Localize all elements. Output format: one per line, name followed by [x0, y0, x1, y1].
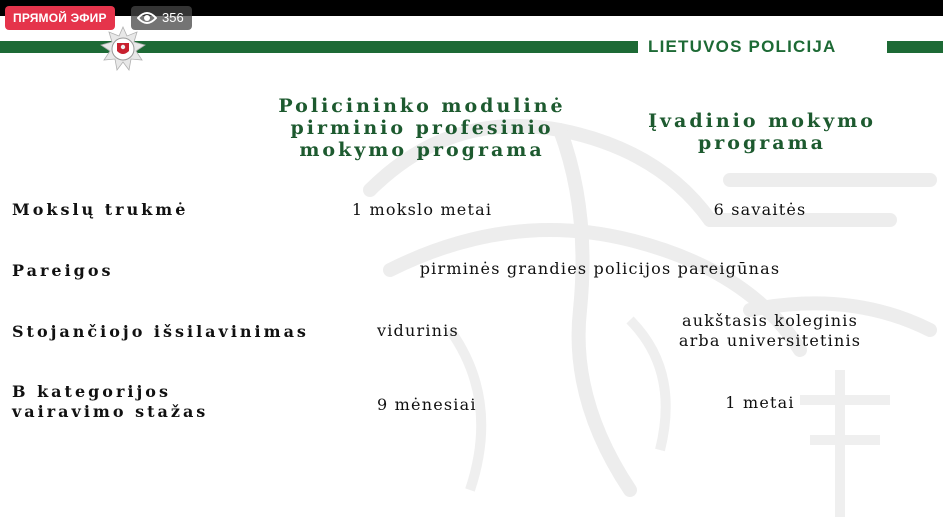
column-heading-line: Įvadinio mokymo	[648, 110, 876, 132]
cell-line: vidurinis	[377, 321, 459, 340]
cell-line: 9 mėnesiai	[377, 395, 477, 414]
column-heading-intro-program	[622, 110, 902, 154]
cell-duration-modular	[322, 200, 522, 220]
eye-icon	[137, 11, 157, 25]
row-label-line: vairavimo stažas	[12, 402, 209, 421]
cell-education-modular	[330, 321, 507, 341]
cell-driving-modular	[330, 395, 557, 415]
header-green-line	[0, 41, 638, 53]
row-label-education	[12, 322, 309, 342]
cell-duties-span	[360, 259, 840, 279]
row-label-line: Mokslų trukmė	[12, 200, 189, 219]
row-label-driving-experience	[12, 382, 208, 422]
column-heading-modular-program	[262, 95, 582, 161]
cell-line: 1 mokslo metai	[351, 200, 493, 219]
row-label-duties	[12, 261, 114, 281]
live-label: ПРЯМОЙ ЭФИР	[13, 11, 107, 25]
column-heading-line: mokymo programa	[299, 139, 545, 161]
row-label-line: Pareigos	[12, 261, 114, 280]
cell-education-intro	[650, 311, 890, 351]
row-label-line: B kategorijos	[12, 382, 171, 401]
cell-duration-intro	[660, 200, 860, 220]
cell-line: 6 savaitės	[713, 200, 807, 219]
police-star-emblem-icon	[100, 26, 146, 72]
cell-driving-intro	[660, 393, 860, 413]
row-label-line: Stojančiojo išsilavinimas	[12, 322, 309, 341]
header-green-line-right	[887, 41, 943, 53]
cell-line: pirminės grandies policijos pareigūnas	[419, 259, 781, 278]
live-badge[interactable]	[5, 6, 115, 30]
cell-line: aukštasis koleginis	[681, 311, 859, 330]
column-heading-line: Policininko modulinė	[278, 95, 566, 117]
column-heading-line: programa	[698, 132, 826, 154]
viewer-count: 356	[162, 10, 184, 25]
cell-line: 1 metai	[725, 393, 795, 412]
cell-line: arba universitetinis	[678, 331, 862, 350]
brand-title: LIETUVOS POLICIJA	[648, 37, 837, 56]
column-heading-line: pirminio profesinio	[290, 117, 554, 139]
row-label-duration	[12, 200, 188, 220]
